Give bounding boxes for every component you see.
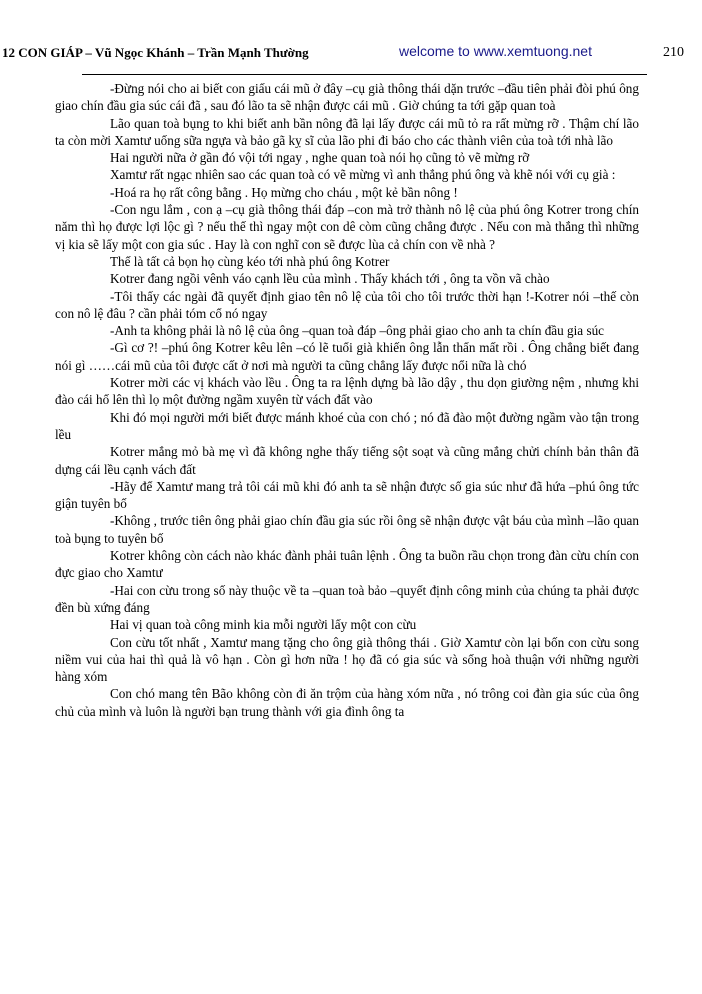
paragraph: -Con ngu lắm , con ạ –cụ già thông thái đáp –con mà trở thành nô lệ của phú ông Kotrer trong chín năm thì họ được lợi lộc gì ? nếu thế thì ngay một con dê còm cũng chẳng được . Nếu con mà thắng thì những vị kia sẽ lấy một con gia súc . Hay là con nghĩ con sẽ được lùa cả chín con về nhà ?	[55, 202, 639, 252]
paragraph: -Hai con cừu trong số này thuộc về ta –quan toà bảo –quyết định công minh của chúng ta phải được đền bù xứng đáng	[55, 582, 639, 615]
paragraph: -Không , trước tiên ông phải giao chín đầu gia súc rồi ông sẽ nhận được vật báu của mình –lão quan toà bụng to tuyên bố	[55, 513, 639, 546]
paragraph: Thế là tất cả bọn họ cùng kéo tới nhà phú ông Kotrer	[110, 253, 390, 269]
book-title-header: 12 CON GIÁP – Vũ Ngọc Khánh – Trần Mạnh Thường	[2, 45, 309, 60]
paragraph: -Hoá ra họ rất công bằng . Họ mừng cho cháu , một kẻ bần nông !	[110, 184, 458, 200]
paragraph: Kotrer đang ngồi vênh váo cạnh lều của mình . Thấy khách tới , ông ta vồn vã chào	[110, 271, 550, 287]
paragraph: -Gì cơ ?! –phú ông Kotrer kêu lên –có lẽ tuổi già khiến ông lẫn thẩn mất rồi . Ông chẳng biết đang nói gì ……cái mũ của tôi được cất ở nơi mà người ta cũng chẳng lấy được nổi nữa là chó	[55, 340, 639, 373]
paragraph: -Đừng nói cho ai biết con giấu cái mũ ở đây –cụ già thông thái dặn trước –đầu tiên phải đòi phú ông giao chín đầu gia súc cái đã , sau đó lão ta sẽ nhận được cái mũ . Giờ chúng ta tới gặp quan toà	[55, 81, 639, 114]
body-text	[55, 80, 639, 720]
header-rule	[82, 74, 647, 75]
paragraph: Con cừu tốt nhất , Xamtư mang tặng cho ông già thông thái . Giờ Xamtư còn lại bốn con cừu song niềm vui của hai thì quả là vô hạn . Còn gì hơn nữa ! họ đã có gia súc và sống hoà thuận với những người hàng xóm	[55, 634, 639, 685]
paragraph: Hai người nữa ở gần đó vội tới ngay , nghe quan toà nói họ cũng tỏ vẽ mừng rỡ	[110, 150, 530, 166]
paragraph: Hai vị quan toà công minh kia mỗi người lấy một con cừu	[110, 617, 417, 633]
page-number: 210	[663, 45, 684, 60]
paragraph: -Tôi thấy các ngài đã quyết định giao tên nô lệ của tôi cho tôi trước thời hạn !-Kotrer nói –thế còn con nô lệ đâu ? cần phải tóm cổ nó ngay	[55, 288, 639, 321]
paragraph: Kotrer mời các vị khách vào lều . Ông ta ra lệnh dựng bà lão dậy , thu dọn giường nệm , nhưng khi đào cái hố lên thì lọ một đường ngầm xuyên từ vách đất vào	[55, 375, 639, 408]
paragraph: Lão quan toà bụng to khi biết anh bần nông đã lại lấy được cái mũ tỏ ra rất mừng rỡ . Thậm chí lão ta còn mời Xamtư uống sữa ngựa và bảo gã kỵ sĩ của lão phi đi báo cho các thành viên của toà tới nhà lão	[55, 115, 639, 148]
website-header: welcome to www.xemtuong.net	[399, 43, 592, 59]
paragraph: Con chó mang tên Bão không còn đi ăn trộm của hàng xóm nữa , nó trông coi đàn gia súc của ông chủ của mình và luôn là người bạn trung thành với gia đình ông ta	[55, 686, 639, 719]
paragraph: Kotrer không còn cách nào khác đành phải tuân lệnh . Ông ta buồn rầu chọn trong đàn cừu chín con đực giao cho Xamtư	[55, 548, 639, 581]
paragraph: Khi đó mọi người mới biết được mánh khoé của con chó ; nó đã đào một đường ngầm vào tận trong lều	[55, 409, 639, 442]
paragraph: Xamtư rất ngạc nhiên sao các quan toà có vẽ mừng vì anh thắng phú ông và khẽ nói với cụ già :	[110, 167, 616, 183]
paragraph: -Anh ta không phải là nô lệ của ông –quan toà đáp –ông phải giao cho anh ta chín đầu gia súc	[110, 323, 605, 339]
paragraph: Kotrer mắng mỏ bà mẹ vì đã không nghe thấy tiếng sột soạt và cũng mắng chửi chính bản thân đã dựng cái lều cạnh vách đất	[55, 444, 639, 477]
paragraph: -Hãy để Xamtư mang trả tôi cái mũ khi đó anh ta sẽ nhận được số gia súc như đã hứa –phú ông tức giận tuyên bố	[55, 478, 639, 512]
